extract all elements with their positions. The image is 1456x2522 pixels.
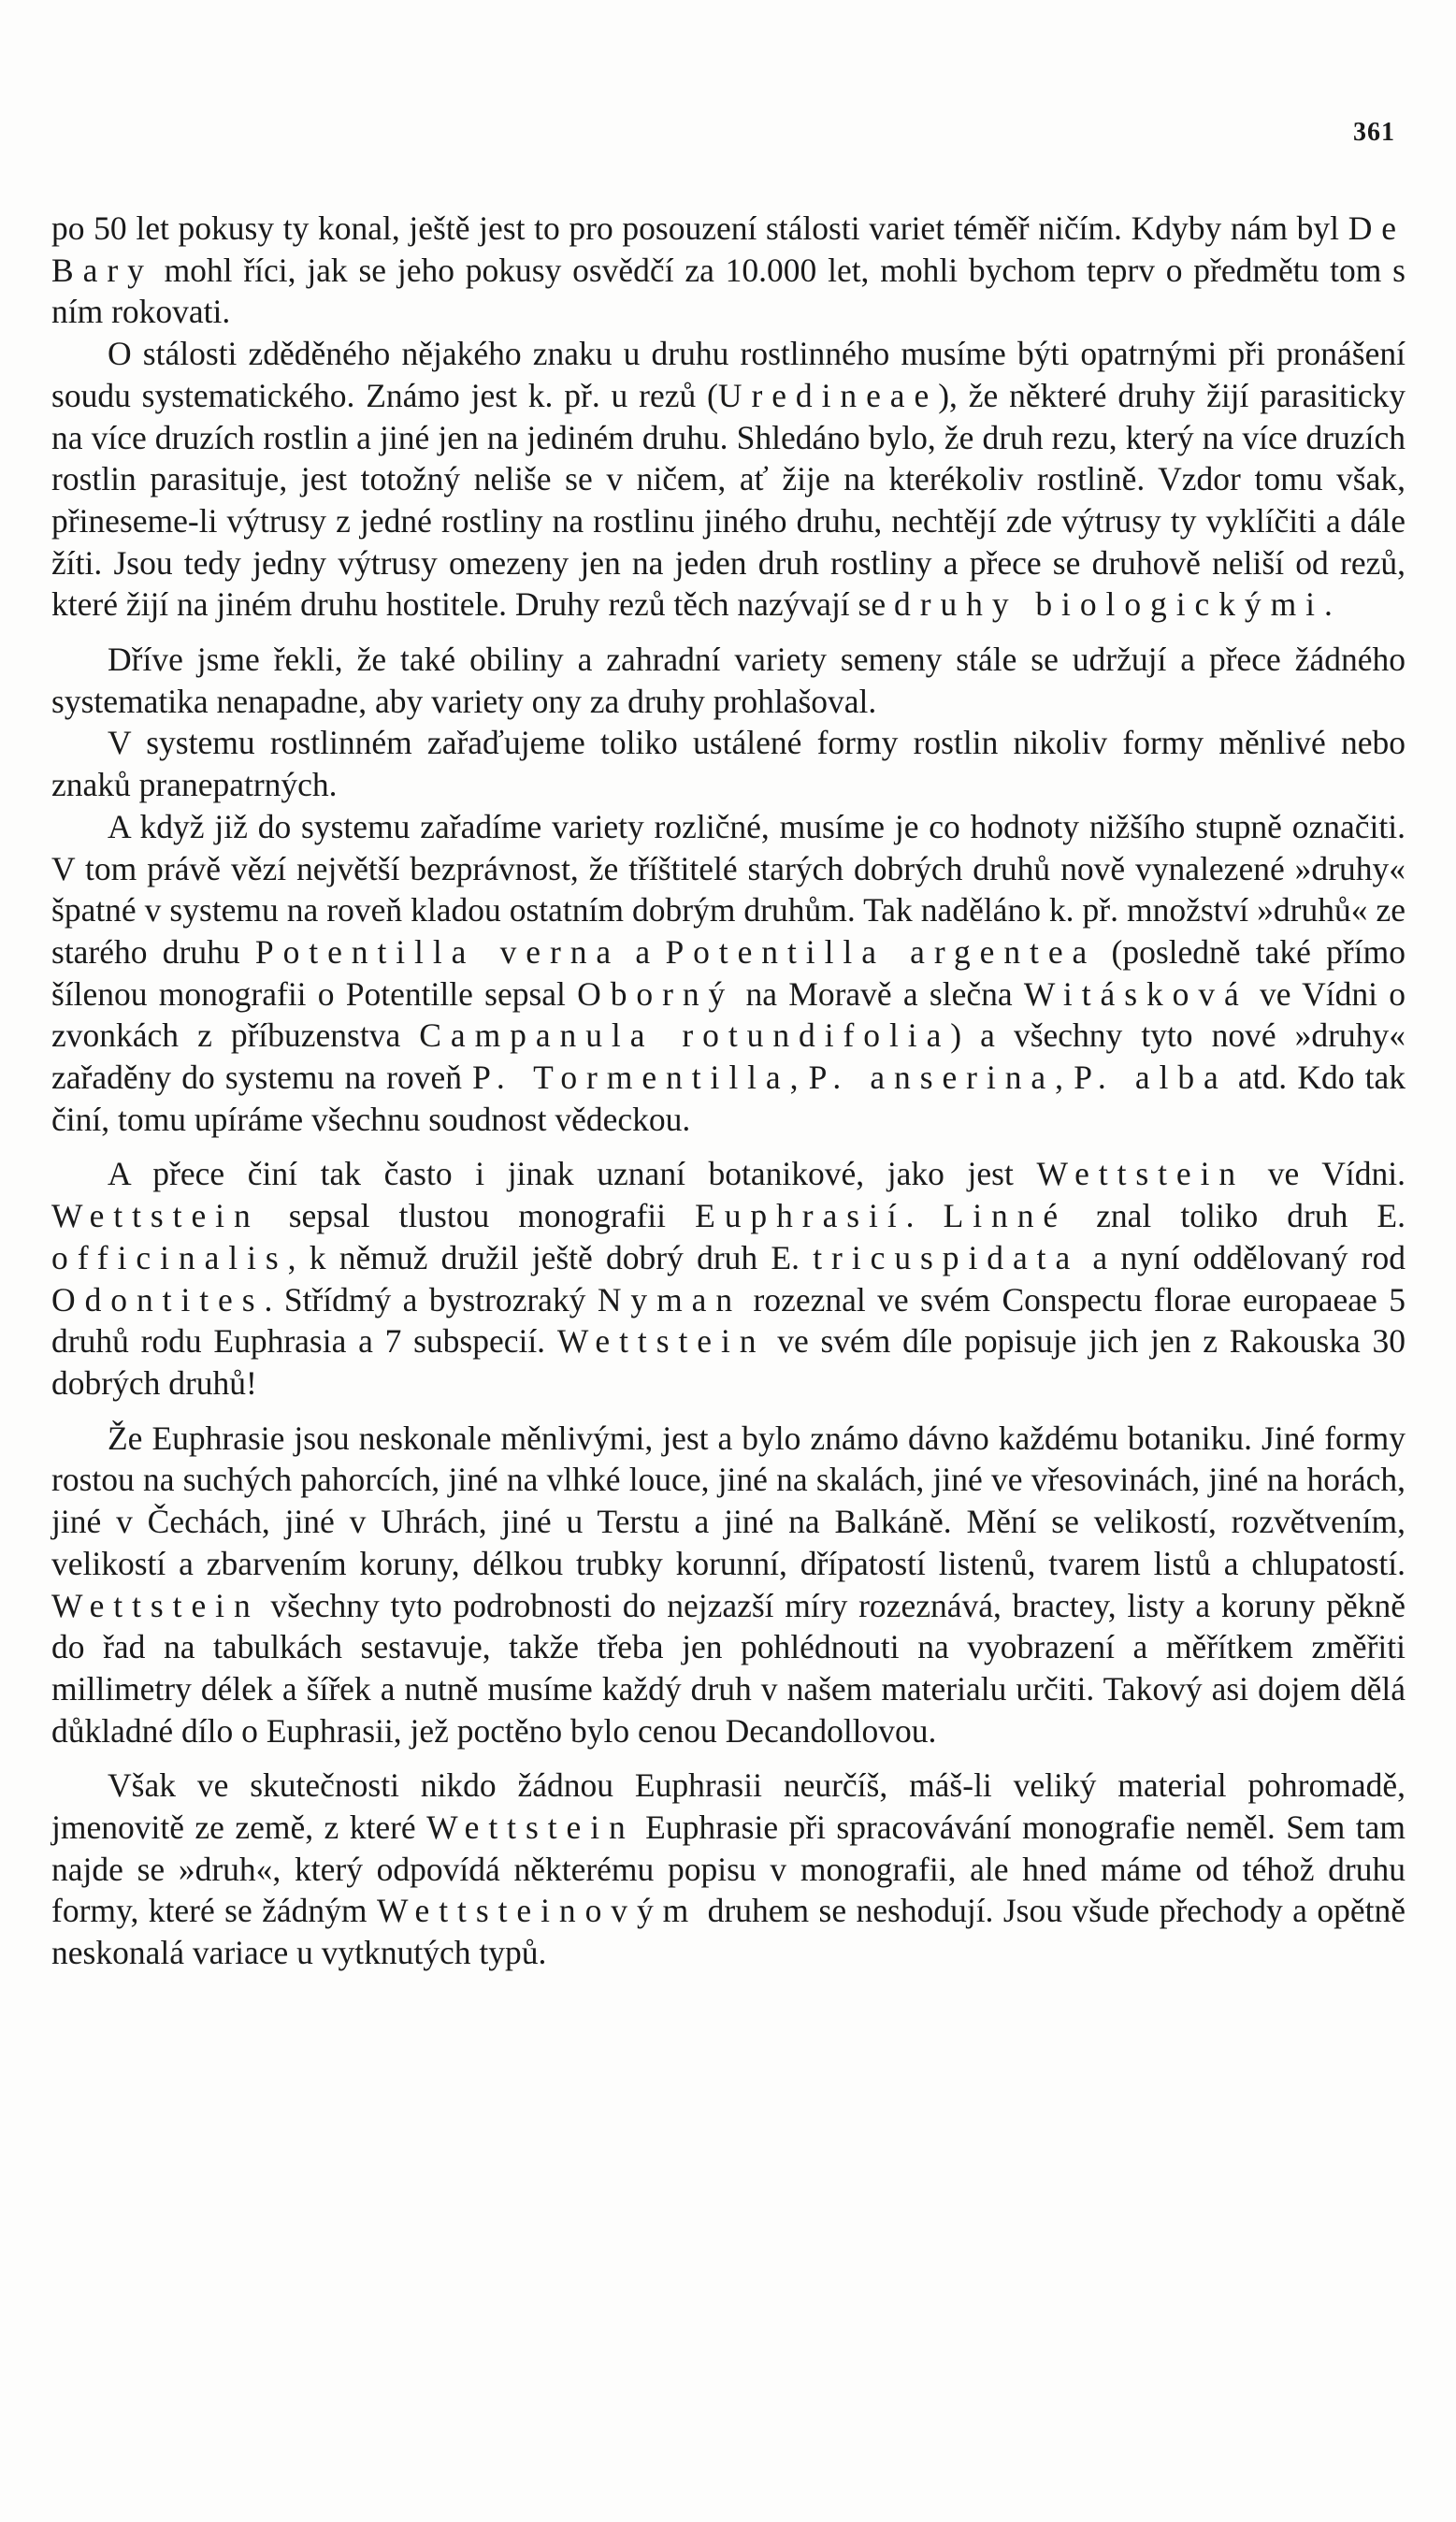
text-run: Však ve skutečnosti nikdo žádnou Euphrasii neurčíš, máš-li veliký material pohromadě, jmenovitě ze země, z které bbox=[51, 1766, 1406, 1847]
spaced-name: Wettstein bbox=[51, 1197, 260, 1235]
page-number: 361 bbox=[1353, 118, 1395, 147]
spaced-name: P. Tormentilla bbox=[472, 1059, 790, 1097]
spaced-name: P. anserina bbox=[808, 1059, 1056, 1097]
paragraph bbox=[51, 1418, 1406, 1752]
spaced-name: De Bary bbox=[51, 209, 1406, 289]
spaced-name: P. alba bbox=[1074, 1059, 1228, 1097]
paragraph bbox=[51, 1153, 1406, 1404]
spaced-name: Potentilla argentea bbox=[665, 932, 1097, 971]
text-run: po 50 let pokusy ty konal, ještě jest to pro posouzení stálosti variet téměř ničím. Kdyby nám byl bbox=[51, 209, 1348, 247]
paragraph bbox=[51, 208, 1406, 333]
text-run: znal toliko druh E. bbox=[1067, 1197, 1406, 1235]
text-run: ), že některé druhy žijí parasiticky na více druzích rostlin a jiné jen na jediném druhu. Shledáno bylo, že druh rezu, který na více druzích rostlin parasituje, jest totožný neliše se v ničem, ať žije na kterékoliv rostlině. Vzdor tomu však, přineseme-li výtrusy z jedné rostliny na rostlinu jiného druhu, nechtějí zde výtrusy ty vyklíčiti a dále žíti. Jsou tedy jedny výtrusy omezeny jen na jeden druh rostliny a přece se druhově neliší od rezů, které žijí na jiném druhu hostitele. Druhy rezů těch nazývají se bbox=[51, 376, 1406, 624]
paragraph bbox=[51, 806, 1406, 1141]
spaced-name: Campanula rotundifolia bbox=[419, 1016, 951, 1055]
text-run: atd. Kdo tak činí, tomu upíráme všechnu soudnost vědeckou. bbox=[51, 1059, 1406, 1138]
text-run: , bbox=[789, 1059, 809, 1097]
text-run: všechny tyto podrobnosti do nejzazší míry rozeznává, bractey, listy a koruny pěkně do řad na tabulkách sestavuje, takže třeba jen pohlédnouti na vyobrazení a měřítkem změřiti millimetry délek a šířek a nutně musíme každý druh v našem materialu určiti. Takový asi dojem dělá důkladné dílo o Euphrasii, jež poctěno bylo cenou Decandollovou. bbox=[51, 1586, 1406, 1750]
spaced-name: Oborný bbox=[577, 974, 735, 1013]
text-run: ve Vídni o zvonkách z příbuzenstva bbox=[51, 974, 1406, 1055]
spaced-name: Potentilla verna bbox=[254, 932, 621, 971]
text-run: V systemu rostlinném zařaďujeme toliko ustálené formy rostlin nikoliv formy měnlivé nebo znaků pranepatrných. bbox=[51, 724, 1406, 804]
text-run: ve Vídni. bbox=[1245, 1155, 1406, 1193]
spaced-name: Wettstein bbox=[556, 1322, 766, 1361]
text-run: a bbox=[620, 932, 666, 971]
text-run: Že Euphrasie jsou neskonale měnlivými, jest a bylo známo dávno každému botaniku. Jiné formy rostou na suchých pahorcích, jiné na vlhké louce, jiné na skalách, jiné ve vřesovinách, jiné na horách, jiné v Čechách, jiné v Uhrách, jiné u Terstu a jiné na Balkáně. Mění se velikostí, rozvětvením, velikostí a zbarvením koruny, délkou trubky korunní, dřípatostí listenů, tvarem listů a chlupatostí. bbox=[51, 1419, 1406, 1582]
text-run: (posledně také přímo šílenou monografii o Potentille sepsal bbox=[51, 932, 1406, 1013]
spaced-name: tricuspidata bbox=[813, 1238, 1080, 1276]
text-run: ) a všechny tyto nové »druhy« zařaděny do systemu na roveň bbox=[51, 1016, 1406, 1097]
spaced-name: Wettstein bbox=[1036, 1155, 1246, 1193]
text-run: druhem se neshodují. Jsou všude přechody a opětně neskonalá variace u vytknutých typů. bbox=[51, 1892, 1406, 1972]
spaced-name: Wettsteinovým bbox=[376, 1892, 699, 1930]
text-run: A když již do systemu zařadíme variety rozličné, musíme je co hodnoty nižšího stupně označiti. V tom právě vězí největší bezprávnost, že tříštitelé starých dobrých druhů nově vynalezené »druhy« špatné v systemu na roveň kladou ostatním dobrým druhům. Tak naděláno k. př. množství »druhů« ze starého druhu bbox=[51, 807, 1406, 971]
spaced-name: officinalis bbox=[51, 1238, 288, 1276]
spaced-name: Wettstein bbox=[51, 1586, 260, 1624]
spaced-name: Witásková bbox=[1023, 974, 1248, 1013]
text-run: mohl říci, jak se jeho pokusy osvědčí za 10.000 let, mohli bychom teprv o předmětu tom s ním rokovati. bbox=[51, 251, 1406, 331]
spaced-name: Linné bbox=[943, 1197, 1068, 1235]
spaced-name: Odontites bbox=[51, 1280, 265, 1319]
text-run: . bbox=[1323, 585, 1333, 624]
text-run: na Moravě a slečna bbox=[734, 974, 1024, 1013]
text-run: Dříve jsme řekli, že také obiliny a zahradní variety semeny stále se udržují a přece žádného systematika nenapadne, aby variety ony za druhy prohlašoval. bbox=[51, 641, 1406, 720]
body-text bbox=[51, 208, 1406, 1974]
spaced-name: Euphrasií bbox=[695, 1197, 906, 1235]
text-run: A přece činí tak často i jinak uznaní botanikové, jako jest bbox=[108, 1155, 1037, 1193]
text-run: rozeznal ve svém Conspectu florae europaeae 5 druhů rodu Euphrasia a 7 subspecií. bbox=[51, 1280, 1406, 1361]
spaced-name: Nyman bbox=[597, 1280, 742, 1319]
paragraph bbox=[51, 722, 1406, 805]
text-run: Euphrasie při spracovávání monografie neměl. Sem tam najde se »druh«, který odpovídá některému popisu v monografii, ale hned máme od téhož druhu formy, které se žádným bbox=[51, 1809, 1406, 1930]
paragraph bbox=[51, 639, 1406, 722]
text-run: , bbox=[1055, 1059, 1074, 1097]
text-run: sepsal tlustou monografii bbox=[259, 1197, 696, 1235]
text-run: a nyní oddělovaný rod bbox=[1079, 1238, 1406, 1276]
text-run: , k němuž družil ještě dobrý druh E. bbox=[287, 1238, 814, 1276]
spaced-name: Wettstein bbox=[426, 1809, 635, 1847]
text-run: . bbox=[905, 1197, 944, 1235]
paragraph bbox=[51, 333, 1406, 626]
spaced-name: Uredineae bbox=[717, 376, 939, 414]
spaced-name: druhy biologickými bbox=[894, 585, 1324, 624]
text-run: ve svém díle popisuje jich jen z Rakouska 30 dobrých druhů! bbox=[51, 1322, 1406, 1402]
paragraph bbox=[51, 1765, 1406, 1974]
text-run: . Střídmý a bystrozraký bbox=[264, 1280, 598, 1319]
text-run: O stálosti zděděného nějakého znaku u druhu rostlinného musíme býti opatrnými při pronášení soudu systematického. Známo jest k. př. u rezů ( bbox=[51, 335, 1406, 414]
